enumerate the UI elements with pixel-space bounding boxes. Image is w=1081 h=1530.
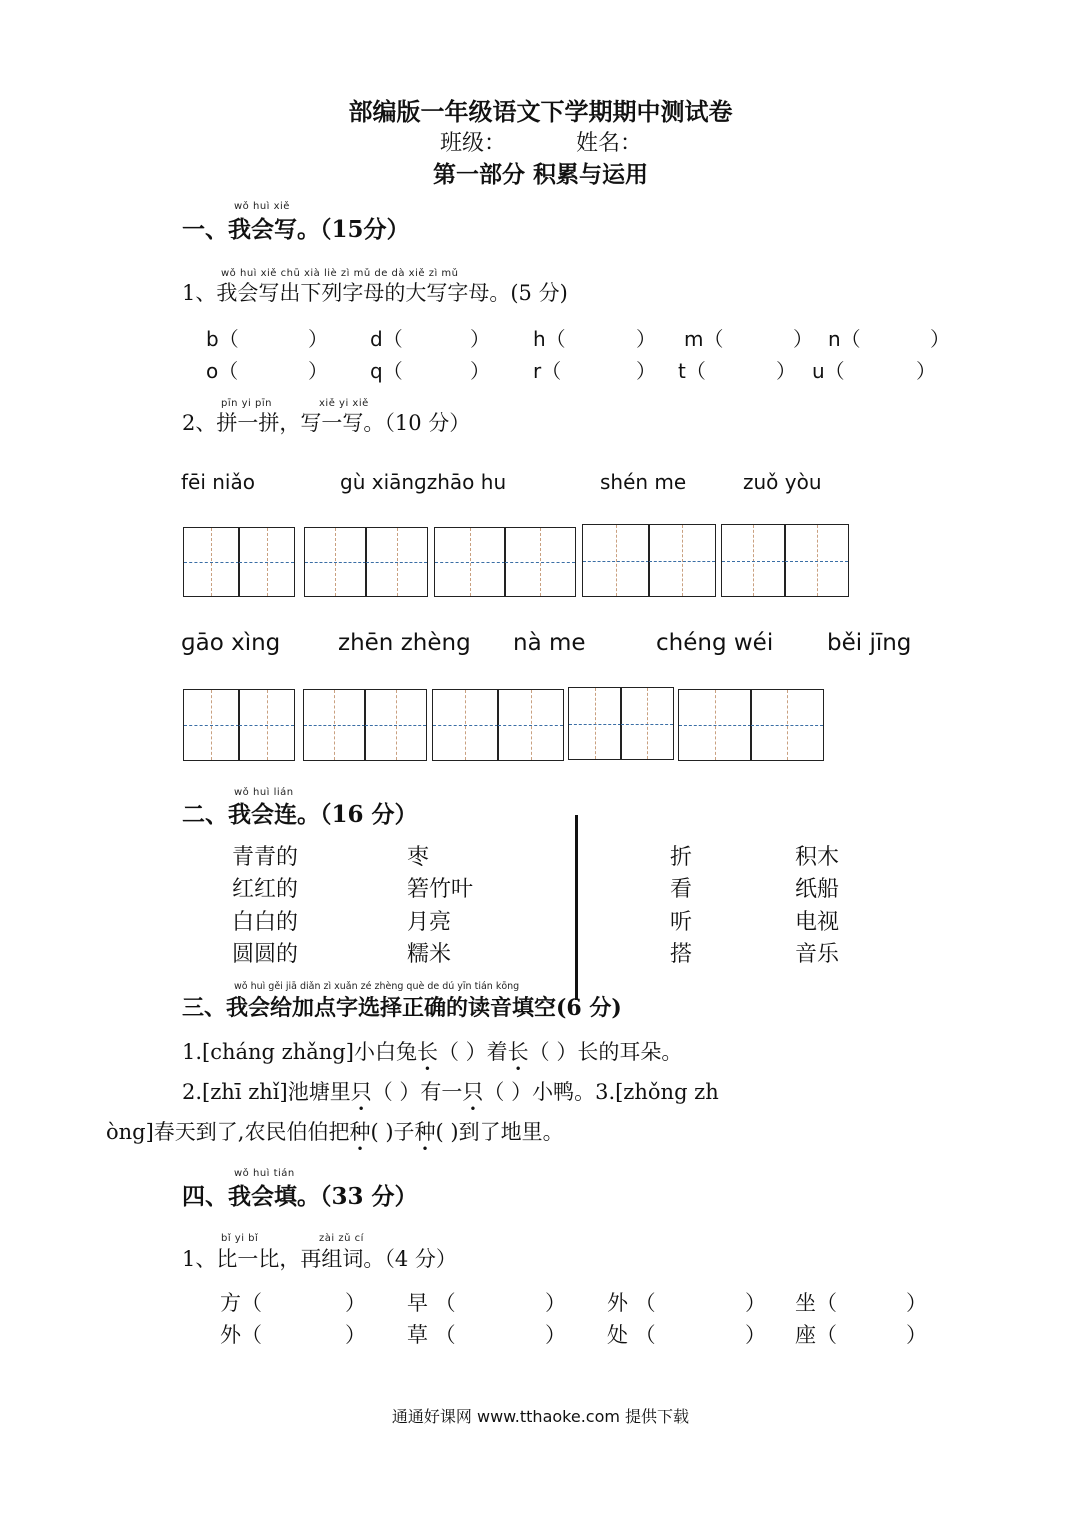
dotted-char: 只 [350, 1080, 372, 1104]
q1-text: 1、我会写出下列字母的大写字母。(5 分) [182, 281, 568, 305]
match-left-b-1: 枣 [407, 845, 430, 870]
writing-grid[interactable] [722, 524, 849, 597]
section4-title: 四、我会填。（33 分） [182, 1183, 418, 1210]
pinyin-guxiangzhaohu: gù xiānɡzhāo hu [340, 470, 507, 494]
writing-grid[interactable] [184, 689, 295, 761]
s3-line2-text: 2.[zhī zhǐ]池塘里 [182, 1080, 351, 1104]
paren-close: ） [345, 1323, 366, 1347]
section2-pinyin: wǒ huì lián [234, 787, 294, 798]
pinyin-gaoxing: ɡāo xìng [181, 630, 281, 656]
match-left-a-1: 青青的 [232, 845, 299, 870]
letter-d: d（ [370, 327, 403, 351]
s4-q1-text: 1、比一比，再组词。（4 分） [182, 1247, 457, 1271]
writing-grid[interactable] [435, 527, 576, 597]
compare-char: 处 （ [607, 1323, 656, 1347]
writing-grid[interactable] [305, 527, 428, 597]
s4-q1-pinyin-1: bǐ yi bǐ [221, 1233, 259, 1244]
section4-pinyin: wǒ huì tián [234, 1168, 295, 1179]
paren-close: ） [470, 359, 490, 383]
s3-line3 [106, 1116, 564, 1146]
compare-char: 坐（ [795, 1291, 837, 1315]
pinyin-chengwei: chéng wéi [656, 630, 774, 656]
paren-close: ） [308, 327, 328, 351]
s3-line3-text: òng]春天到了,农民伯伯把 [106, 1120, 350, 1144]
paren-close: ） [345, 1291, 366, 1315]
dotted-char: 只 [462, 1080, 484, 1104]
match-left-b-4: 糯米 [407, 942, 452, 967]
match-right-a-3: 听 [670, 910, 693, 935]
writing-grid[interactable] [433, 689, 564, 761]
section1-pinyin: wǒ huì xiě [234, 201, 290, 212]
s3-line1-text: 1.[cháng zhǎng]小白兔 [182, 1040, 417, 1064]
s3-line3-blank: ( )子 [370, 1120, 415, 1144]
s4-q1-pinyin-2: zài zǔ cí [319, 1233, 364, 1244]
writing-grid[interactable] [679, 689, 824, 761]
dotted-char: 种 [349, 1120, 371, 1144]
divider-line [575, 815, 578, 1000]
section2-title: 二、我会连。（16 分） [182, 801, 418, 828]
pinyin-shenme: shén me [600, 470, 687, 494]
letter-u: u（ [812, 359, 845, 383]
paren-close: ） [776, 359, 796, 383]
footer-text: 通通好课网 www.tthaoke.com 提供下载 [391, 1407, 690, 1426]
paren-close: ） [636, 327, 656, 351]
pinyin-feiniao: fēi niǎo [181, 470, 255, 494]
s3-line3-blank: ( )到了地里。 [435, 1120, 564, 1144]
letter-row-1 [0, 323, 1081, 353]
letter-n: n（ [828, 327, 861, 351]
paren-close: ） [308, 359, 328, 383]
match-left-a-3: 白白的 [232, 910, 299, 935]
letter-h: h（ [533, 327, 566, 351]
s3-line2 [182, 1076, 719, 1106]
compare-char: 草 （ [407, 1323, 456, 1347]
paren-close: ） [545, 1323, 566, 1347]
compare-char: 座（ [795, 1323, 837, 1347]
paren-close: ） [906, 1323, 927, 1347]
letter-b: b（ [206, 327, 239, 351]
pinyin-name: nà me [513, 630, 586, 656]
compare-char: 早 （ [407, 1291, 456, 1315]
compare-char: 方（ [220, 1291, 262, 1315]
dotted-char: 长 [416, 1040, 438, 1064]
paren-close: ） [745, 1323, 766, 1347]
match-left-a-4: 圆圆的 [232, 942, 299, 967]
writing-grid[interactable] [569, 687, 674, 760]
writing-grid[interactable] [583, 524, 716, 597]
s3-line1-blank: （ ）长的耳朵。 [528, 1040, 683, 1064]
s3-line1-blank: （ ）着 [437, 1040, 508, 1064]
section3-title: 三、我会给加点字选择正确的读音填空(6 分) [182, 995, 622, 1021]
q2-pinyin-1: pīn yi pīn [221, 398, 272, 409]
letter-q: q（ [370, 359, 403, 383]
dotted-char: 种 [414, 1120, 436, 1144]
match-left-b-2: 箬竹叶 [407, 877, 474, 902]
match-left-a-2: 红红的 [232, 877, 299, 902]
compare-char: 外（ [220, 1323, 262, 1347]
match-left-b-3: 月亮 [407, 910, 452, 935]
letter-o: o（ [206, 359, 239, 383]
part-title: 第一部分 积累与运用 [432, 161, 648, 188]
s3-line2-blank: （ ）小鸭。3.[zhǒng zh [483, 1080, 719, 1104]
q2-pinyin-2: xiě yi xiě [319, 398, 369, 409]
paren-close: ） [906, 1291, 927, 1315]
writing-grid[interactable] [184, 527, 295, 597]
q1-pinyin: wǒ huì xiě chū xià liè zì mǔ de dà xiě zì mǔ [221, 268, 459, 279]
pinyin-beijing: běi jīng [827, 630, 912, 656]
writing-grid[interactable] [304, 689, 427, 761]
match-right-a-2: 看 [670, 877, 693, 902]
paren-close: ） [545, 1291, 566, 1315]
letter-r: r（ [533, 359, 562, 383]
s3-line2-blank: （ ）有一 [371, 1080, 463, 1104]
paren-close: ） [636, 359, 656, 383]
section1-title: 一、我会写。（15分） [182, 216, 410, 243]
q2-text: 2、拼一拼，写一写。（10 分） [182, 411, 471, 435]
s3-line1 [182, 1036, 682, 1066]
match-right-b-1: 积木 [795, 845, 840, 870]
compare-char: 外 （ [607, 1291, 656, 1315]
paren-close: ） [470, 327, 490, 351]
compare-row-2 [0, 1319, 1081, 1349]
match-right-a-4: 搭 [670, 942, 693, 967]
paren-close: ） [916, 359, 936, 383]
pinyin-zuoyou: zuǒ yòu [743, 470, 822, 494]
compare-row-1 [0, 1287, 1081, 1317]
pinyin-zhenzheng: zhēn zhèng [338, 630, 471, 656]
page-title: 部编版一年级语文下学期期中测试卷 [348, 97, 733, 126]
paren-close: ） [793, 327, 813, 351]
letter-m: m（ [684, 327, 724, 351]
letter-row-2 [0, 355, 1081, 385]
paren-close: ） [745, 1291, 766, 1315]
dotted-char: 长 [507, 1040, 529, 1064]
letter-t: t（ [678, 359, 706, 383]
section3-pinyin: wǒ huì gěi jiā diǎn zì xuǎn zé zhèng què de dú yīn tián kōng [234, 981, 520, 992]
name-label: 姓名： [576, 131, 643, 156]
paren-close: ） [930, 327, 950, 351]
match-right-b-4: 音乐 [795, 942, 840, 967]
match-right-a-1: 折 [670, 845, 693, 870]
match-right-b-3: 电视 [795, 910, 840, 935]
class-label: 班级： [440, 131, 507, 156]
match-right-b-2: 纸船 [795, 877, 840, 902]
